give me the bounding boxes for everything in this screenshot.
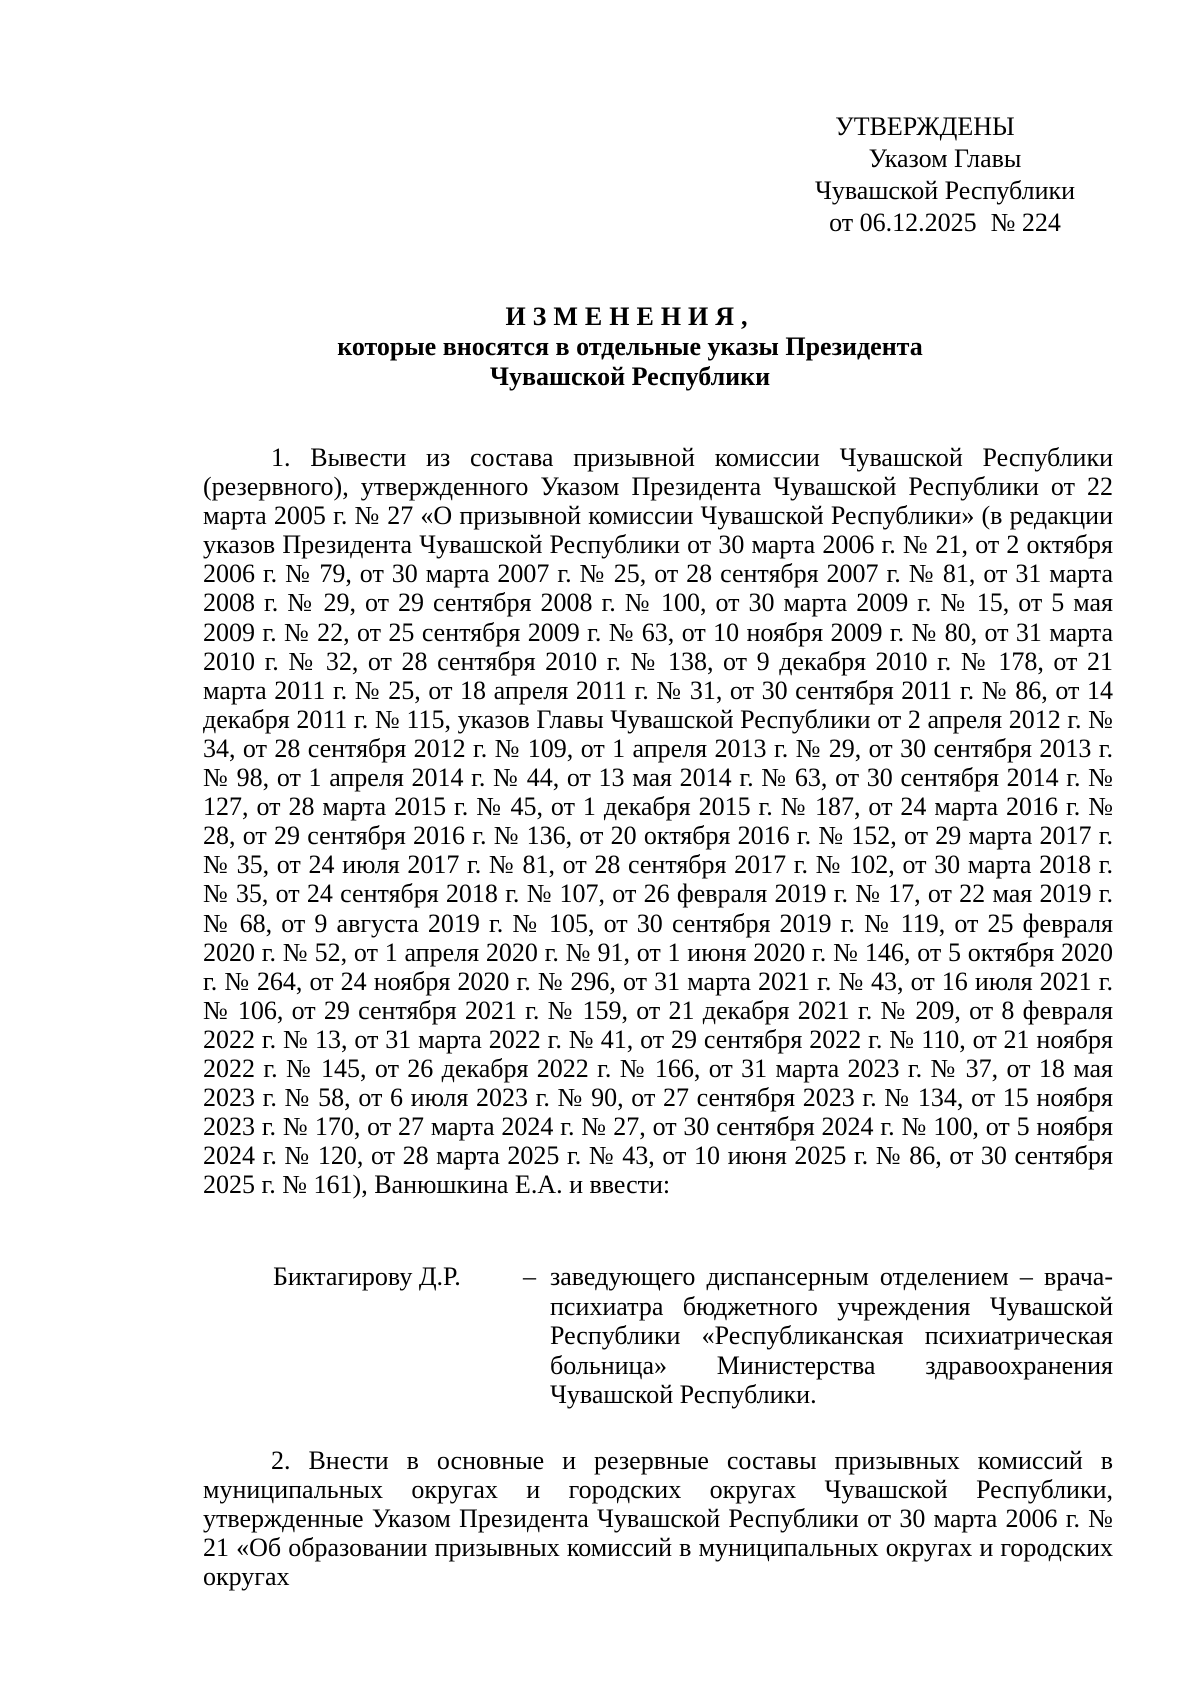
appointment-entry (203, 1262, 1113, 1422)
approval-decree-line: Указом Главы (868, 144, 1022, 173)
approval-stamp (780, 111, 1110, 239)
approval-number: № 224 (990, 208, 1061, 237)
document-title (200, 302, 1060, 392)
entry-name: Биктагирову Д.Р. (273, 1262, 461, 1291)
paragraph-2-text: 2. Внести в основные и резервные составы призывных комиссий в муниципальных округах и городских округах Чувашской Республики, утвержденные Указом Президента Чувашской Республики от 30 марта 2006 г. № 21 «Об образовании призывных комиссий в муниципальных округах и городских округах (203, 1446, 1113, 1592)
entry-dash: – (523, 1262, 536, 1291)
title-heading: ИЗМЕНЕНИЯ, (505, 302, 755, 331)
approval-date-line (780, 207, 1110, 239)
approval-republic-line: Чувашской Республики (814, 176, 1076, 205)
paragraph-2 (203, 1446, 1113, 1591)
title-subtitle-line2: Чувашской Республики (489, 362, 771, 391)
title-subtitle-line1: которые вносятся в отдельные указы Президента (337, 332, 923, 361)
paragraph-1-text: 1. Вывести из состава призывной комиссии Чувашской Республики (резервного), утвержденного Указом Президента Чувашской Республики от 22 марта 2005 г. № 27 «О призывной комиссии Чувашской Республики» (в редакции указов Президента Чувашской Республики от 30 марта 2006 г. № 21, от 2 октября 2006 г. № 79, от 30 марта 2007 г. № 25, от 28 сентября 2007 г. № 81, от 31 марта 2008 г. № 29, от 29 сентября 2008 г. № 100, от 30 марта 2009 г. № 15, от 5 мая 2009 г. № 22, от 25 сентября 2009 г. № 63, от 10 ноября 2009 г. № 80, от 31 марта 2010 г. № 32, от 28 сентября 2010 г. № 138, от 9 декабря 2010 г. № 178, от 21 марта 2011 г. № 25, от 18 апреля 2011 г. № 31, от 30 сентября 2011 г. № 86, от 14 декабря 2011 г. № 115, указов Главы Чувашской Республики от 2 апреля 2012 г. № 34, от 28 сентября 2012 г. № 109, от 1 апреля 2013 г. № 29, от 30 сентября 2013 г. № 98, от 1 апреля 2014 г. № 44, от 13 мая 2014 г. № 63, от 30 сентября 2014 г. № 127, от 28 марта 2015 г. № 45, от 1 декабря 2015 г. № 187, от 24 марта 2016 г. № 28, от 29 сентября 2016 г. № 136, от 20 октября 2016 г. № 152, от 29 марта 2017 г. № 35, от 24 июля 2017 г. № 81, от 28 сентября 2017 г. № 102, от 30 марта 2018 г. № 35, от 24 сентября 2018 г. № 107, от 26 февраля 2019 г. № 17, от 22 мая 2019 г. № 68, от 9 августа 2019 г. № 105, от 30 сентября 2019 г. № 119, от 25 февраля 2020 г. № 52, от 1 апреля 2020 г. № 91, от 1 июня 2020 г. № 146, от 5 октября 2020 г. № 264, от 24 ноября 2020 г. № 296, от 31 марта 2021 г. № 43, от 16 июля 2021 г. № 106, от 29 сентября 2021 г. № 159, от 21 декабря 2021 г. № 209, от 8 февраля 2022 г. № 13, от 31 марта 2022 г. № 41, от 29 сентября 2022 г. № 110, от 21 ноября 2022 г. № 145, от 26 декабря 2022 г. № 166, от 31 марта 2023 г. № 37, от 18 мая 2023 г. № 58, от 6 июля 2023 г. № 90, от 27 сентября 2023 г. № 134, от 15 ноября 2023 г. № 170, от 27 марта 2024 г. № 27, от 30 сентября 2024 г. № 100, от 5 ноября 2024 г. № 120, от 28 марта 2025 г. № 43, от 10 июня 2025 г. № 86, от 30 сентября 2025 г. № 161), Ванюшкина Е.А. и ввести: (203, 443, 1113, 1200)
entry-description: заведующего диспансерным отделением – врача-психиатра бюджетного учреждения Чувашской Республики «Республиканская психиатрическая больница» Министерства здравоохранения Чувашской Республики. (550, 1262, 1113, 1409)
approval-date: от 06.12.2025 (829, 208, 977, 237)
paragraph-1 (203, 443, 1113, 1199)
approval-heading: УТВЕРЖДЕНЫ (835, 112, 1015, 141)
